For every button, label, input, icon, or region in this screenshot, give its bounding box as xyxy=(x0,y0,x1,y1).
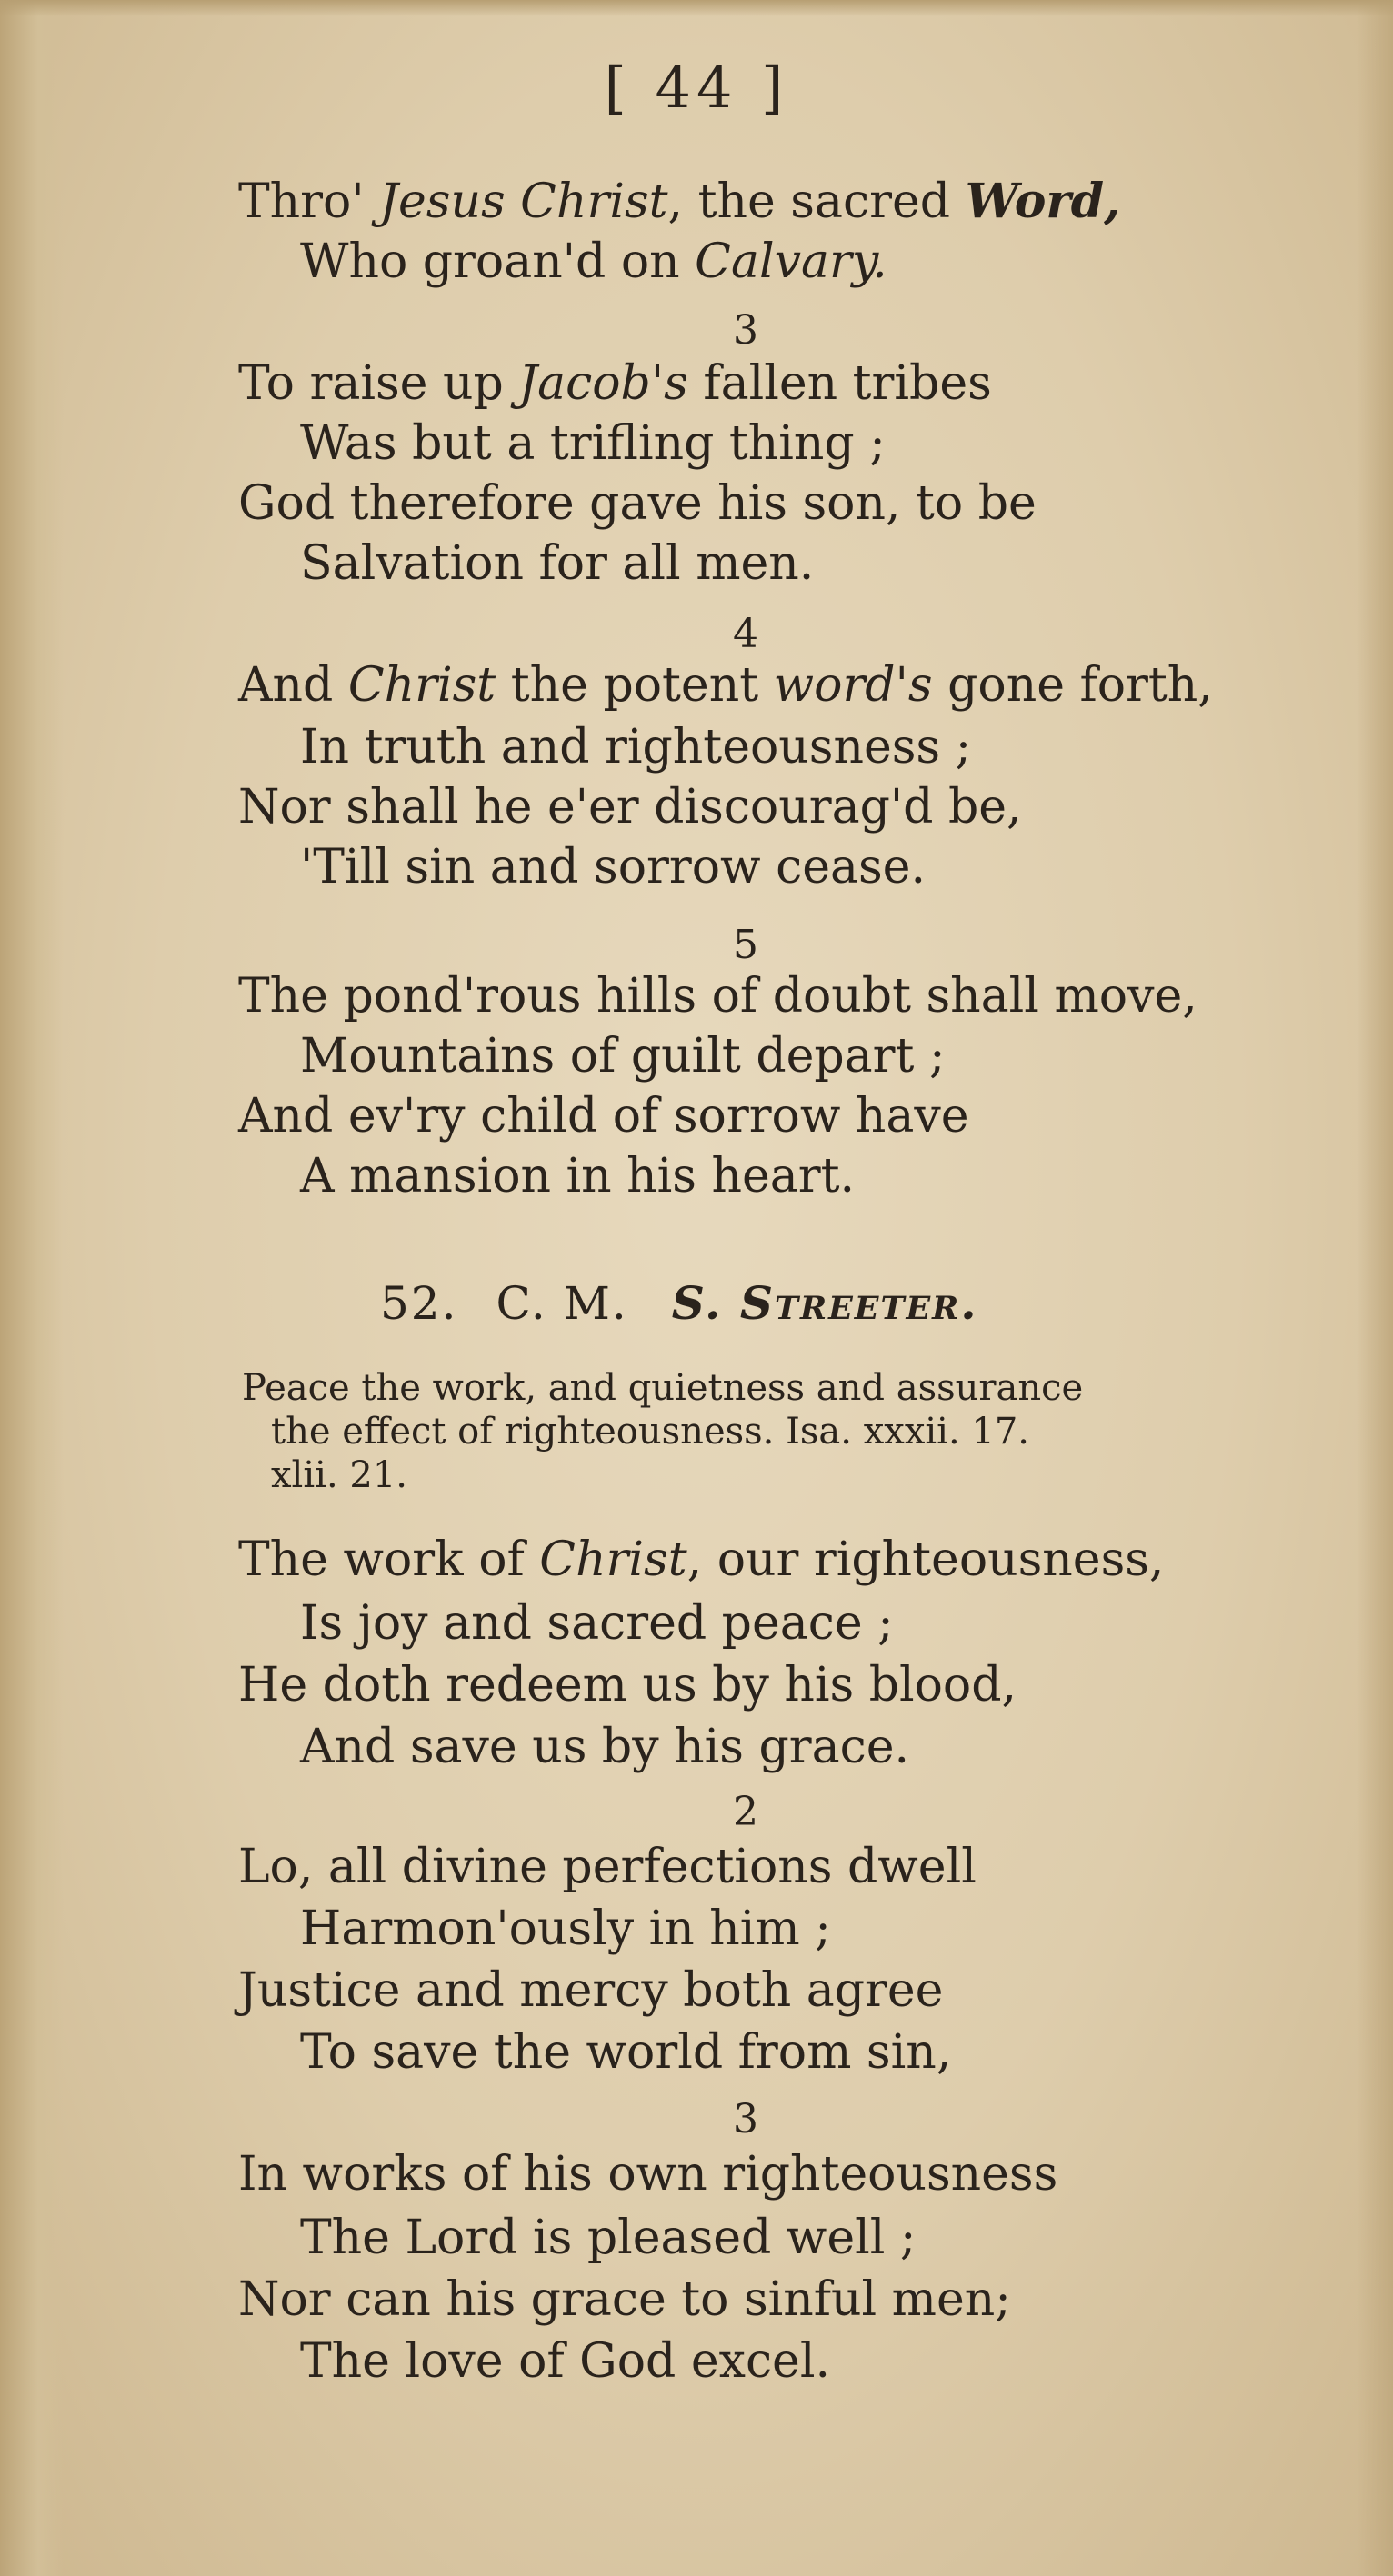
page-edge-shadow-left xyxy=(0,0,64,2576)
verse-line: Harmon'ously in him ; xyxy=(300,1902,831,1956)
verse-line: Nor shall he e'er discourag'd be, xyxy=(238,780,1022,834)
verse-line: In works of his own righteousness xyxy=(238,2147,1058,2202)
verse-line: The Lord is pleased well ; xyxy=(300,2211,917,2265)
epigraph-line: Peace the work, and quietness and assurance xyxy=(242,1367,1084,1409)
stanza-number: 4 xyxy=(733,611,758,657)
hymn-number: 52. xyxy=(380,1277,458,1330)
verse-line: 'Till sin and sorrow cease. xyxy=(300,840,926,894)
verse-line: Nor can his grace to sinful men; xyxy=(238,2272,1011,2327)
verse-line: To raise up Jacob's fallen tribes xyxy=(238,356,992,411)
verse-line: The work of Christ, our righteousness, xyxy=(238,1533,1165,1587)
page-edge-shadow-right xyxy=(1357,0,1393,2576)
verse-line: Lo, all divine perfections dwell xyxy=(238,1840,977,1894)
verse-line: And ev'ry child of sorrow have xyxy=(238,1089,969,1143)
verse-line: The pond'rous hills of doubt shall move, xyxy=(238,969,1198,1023)
verse-line: Justice and mercy both agree xyxy=(238,1963,944,2018)
verse-line: To save the world from sin, xyxy=(300,2025,952,2080)
page-number: [ 44 ] xyxy=(604,55,789,121)
stanza-number: 5 xyxy=(733,922,758,968)
verse-line: In truth and righteousness ; xyxy=(300,720,972,774)
page-edge-shadow-top xyxy=(0,0,1393,16)
verse-line: He doth redeem us by his blood, xyxy=(238,1658,1017,1712)
hymn-author: S. Streeter. xyxy=(671,1276,978,1330)
epigraph-line: xlii. 21. xyxy=(271,1454,407,1496)
epigraph-line: the effect of righteousness. Isa. xxxii. 17. xyxy=(271,1411,1030,1453)
verse-line: A mansion in his heart. xyxy=(300,1149,856,1203)
hymn-heading xyxy=(380,1276,978,1330)
verse-line: Who groan'd on Calvary. xyxy=(300,235,887,289)
stanza-number: 3 xyxy=(733,307,758,354)
verse-line: And Christ the potent word's gone forth, xyxy=(238,658,1213,713)
verse-line: Salvation for all men. xyxy=(300,536,815,591)
verse-line: Was but a trifling thing ; xyxy=(300,416,886,471)
stanza-number: 3 xyxy=(733,2096,758,2142)
verse-line: Thro' Jesus Christ, the sacred Word, xyxy=(238,174,1121,229)
verse-line: God therefore gave his son, to be xyxy=(238,476,1037,531)
verse-line: The love of God excel. xyxy=(300,2334,830,2389)
verse-line: Is joy and sacred peace ; xyxy=(300,1596,894,1651)
verse-line: Mountains of guilt depart ; xyxy=(300,1029,946,1083)
hymn-meter: C. M. xyxy=(496,1277,628,1330)
verse-line: And save us by his grace. xyxy=(300,1720,910,1774)
stanza-number: 2 xyxy=(733,1789,758,1835)
